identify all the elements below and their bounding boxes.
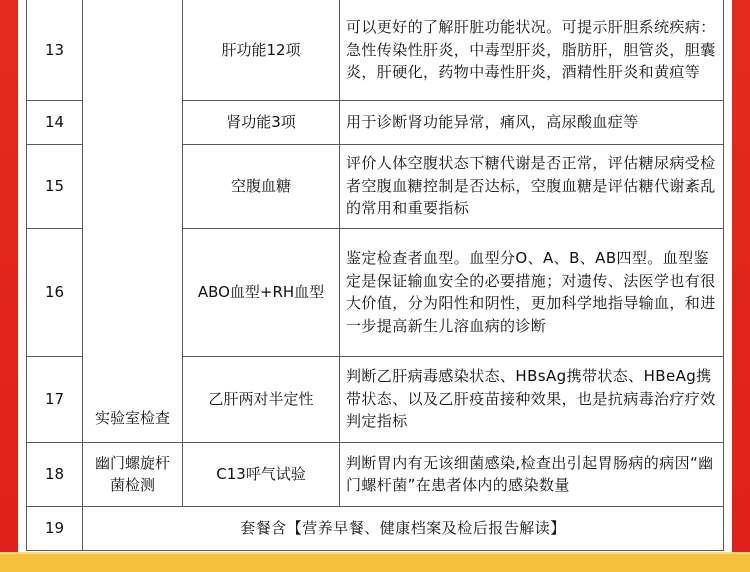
item-name: 肝功能12项 <box>183 0 340 100</box>
item-description: 判断乙肝病毒感染状态、HBsAg携带状态、HBeAg携带状态、以及乙肝疫苗接种效果，也是抗病毒治疗疗效判定指标 <box>340 356 724 442</box>
table-row <box>27 442 724 506</box>
row-number: 17 <box>27 356 83 442</box>
item-description: 可以更好的了解肝脏功能状况。可提示肝胆系统疾病：急性传染性肝炎，中毒型肝炎，脂肪肝，胆管炎，胆囊炎，肝硬化，药物中毒性肝炎，酒精性肝炎和黄疸等 <box>340 0 724 100</box>
gold-bottom-band <box>0 552 750 572</box>
item-name: 空腹血糖 <box>183 144 340 228</box>
item-description: 判断胃内有无该细菌感染,检查出引起胃肠病的病因“幽门螺杆菌”在患者体内的感染数量 <box>340 442 724 506</box>
row-number: 16 <box>27 228 83 356</box>
item-name: 乙肝两对半定性 <box>183 356 340 442</box>
item-description: 用于诊断肾功能异常，痛风，高尿酸血症等 <box>340 100 724 144</box>
category-lab-tests: 实验室检查 <box>83 0 183 442</box>
row-number: 13 <box>27 0 83 100</box>
item-description: 评价人体空腹状态下糖代谢是否正常，评估糖尿病受检者空腹血糖控制是否达标，空腹血糖是评估糖代谢紊乱的常用和重要指标 <box>340 144 724 228</box>
row-number: 15 <box>27 144 83 228</box>
table-row <box>27 506 724 550</box>
item-name: ABO血型+RH血型 <box>183 228 340 356</box>
item-name: C13呼气试验 <box>183 442 340 506</box>
category-helicobacter: 幽门螺旋杆菌检测 <box>83 442 183 506</box>
row-number: 18 <box>27 442 83 506</box>
item-name: 肾功能3项 <box>183 100 340 144</box>
exam-items-table <box>26 0 724 551</box>
item-description: 鉴定检查者血型。血型分O、A、B、AB四型。血型鉴定是保证输血安全的必要措施；对遗传、法医学也有很大价值，分为阳性和阴性，更加科学地指导输血，和进一步提高新生儿溶血病的诊断 <box>340 228 724 356</box>
row-number: 19 <box>27 506 83 550</box>
package-includes-text: 套餐含【营养早餐、健康档案及检后报告解读】 <box>83 506 724 550</box>
row-number: 14 <box>27 100 83 144</box>
table-row <box>27 0 724 100</box>
